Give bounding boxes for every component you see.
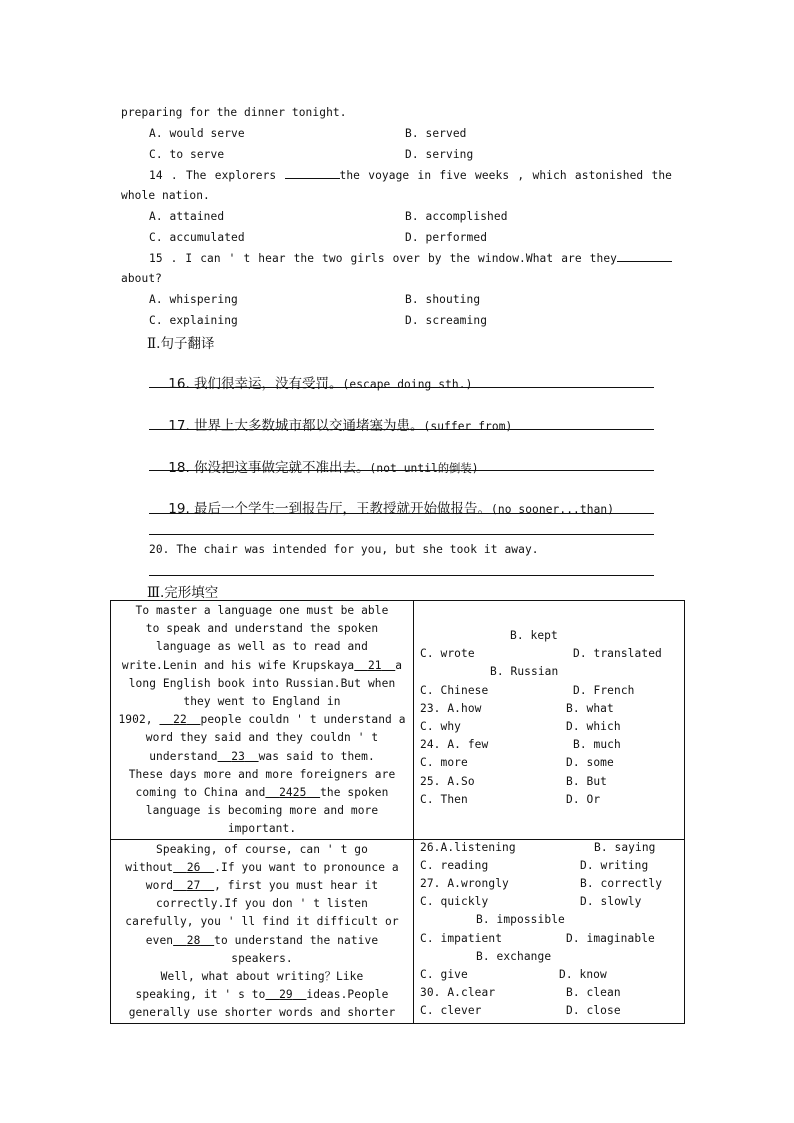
text-fragment: coming to China and	[135, 786, 266, 800]
options-cell-2	[414, 839, 685, 1023]
blank-28-number: 28	[186, 933, 201, 947]
blank-21	[354, 659, 395, 672]
answer-line-18[interactable]	[149, 470, 654, 471]
option-14d: D. performed	[405, 231, 488, 244]
option-row	[420, 968, 678, 986]
text-fragment: ideas.People	[306, 988, 389, 1002]
passage-1-line	[115, 657, 409, 675]
passage-1-line: to speak and understand the spoken	[145, 622, 379, 636]
blank-27	[173, 879, 214, 892]
passage-2-line: generally use shorter words and shorter	[128, 1006, 396, 1020]
question-15-text: 15 . I can ' t hear the two girls over by the window.What are they	[149, 252, 617, 265]
blank-26	[173, 861, 214, 874]
option-15d: D. screaming	[405, 314, 488, 327]
answer-line-19a[interactable]	[149, 513, 654, 514]
option-row	[420, 647, 678, 665]
option-15a: A. whispering	[149, 293, 238, 306]
options-1	[414, 601, 684, 811]
passage-1-line: long English book into Russian.But when	[128, 676, 396, 690]
item-16-chinese: 16. 我们很幸运，没有受罚。	[168, 376, 343, 392]
blank-2425	[265, 786, 320, 799]
text-fragment: speaking, it ' s to	[135, 988, 266, 1002]
option-23d: D. which	[566, 719, 621, 733]
option-24b: B. much	[573, 738, 621, 752]
option-27b: B. correctly	[580, 877, 663, 891]
passage-2-line: correctly.If you don ' t listen	[156, 897, 368, 911]
blank-29-number: 29	[279, 988, 293, 1002]
answer-line-16[interactable]	[149, 387, 654, 388]
blank-21-number: 21	[367, 658, 382, 672]
blank-26-number: 26	[186, 860, 201, 874]
question-15-line2: about?	[121, 272, 163, 285]
option-27a: 27. A.wrongly	[420, 877, 509, 891]
option-25c: C. Then	[420, 792, 468, 806]
passage-1-line: language as well as to read and	[156, 640, 368, 654]
option-row	[420, 775, 678, 793]
option-26c: C. reading	[420, 858, 489, 872]
text-fragment: a	[395, 658, 403, 672]
option-25a: 25. A.So	[420, 774, 475, 788]
text-fragment: , first you must hear it	[214, 879, 379, 893]
blank-29	[265, 988, 306, 1001]
question-14	[149, 168, 672, 182]
option-23a: 23. A.how	[420, 701, 482, 715]
question-15	[149, 251, 672, 265]
option-row	[420, 859, 678, 877]
passage-1-line	[115, 784, 409, 802]
option-23c: C. why	[420, 719, 462, 733]
translation-item-19	[149, 478, 614, 517]
option-29c: C. give	[420, 967, 468, 981]
option-row	[420, 684, 678, 702]
option-21b: B. kept	[510, 629, 558, 642]
blank-22-number: 22	[173, 713, 187, 727]
passage-2-line: Well, what about writing？Like	[160, 970, 364, 984]
text-fragment: understand	[149, 749, 218, 763]
option-13a: A. would serve	[149, 127, 245, 140]
passage-1-line: To master a language one must be able	[135, 604, 389, 617]
translation-item-20: 20. The chair was intended for you, but she took it away.	[149, 543, 539, 556]
option-24c: C. more	[420, 756, 468, 770]
blank-2425-number: 2425	[279, 786, 307, 800]
passage-2-line	[115, 859, 409, 877]
cloze-table	[110, 600, 685, 1024]
passage-1-line: These days more and more foreigners are	[128, 767, 396, 781]
cloze-row-1	[111, 601, 685, 840]
item-18-hint: (not until的倒装)	[369, 462, 479, 475]
option-14b: B. accomplished	[405, 210, 508, 223]
option-23b: B. what	[566, 701, 614, 715]
option-14c: C. accumulated	[149, 231, 245, 244]
option-row	[420, 950, 678, 968]
blank-23	[218, 750, 259, 763]
option-14a: A. attained	[149, 210, 225, 223]
option-22b: B. Russian	[490, 665, 559, 679]
option-26d: D. writing	[580, 858, 649, 872]
option-27c: C. quickly	[420, 895, 489, 909]
option-22d: D. French	[573, 683, 635, 697]
option-row	[420, 720, 678, 738]
option-28c: C. impatient	[420, 931, 503, 945]
passage-1-line: word they said and they couldn ' t	[145, 731, 379, 745]
passage-2-line: carefully, you ' ll find it difficult or	[125, 915, 399, 929]
option-30d: D. close	[566, 1004, 621, 1018]
answer-line-19b[interactable]	[149, 534, 654, 535]
blank-27-number: 27	[186, 879, 201, 893]
option-28b: B. impossible	[476, 913, 565, 927]
text-fragment: .If you want to pronounce a	[214, 860, 399, 874]
answer-line-17[interactable]	[149, 429, 654, 430]
text-fragment: people couldn ' t understand a	[200, 713, 406, 727]
item-17-hint: (suffer from)	[423, 420, 513, 433]
options-2	[414, 840, 684, 1023]
option-24a: 24. A. few	[420, 738, 489, 752]
section-2-title: Ⅱ.句子翻译	[147, 336, 215, 352]
option-row	[420, 665, 678, 683]
item-16-hint: (escape doing sth.)	[342, 378, 473, 391]
item-19-hint: (no sooner...than)	[491, 503, 615, 516]
option-28d: D. imaginable	[566, 931, 655, 945]
question-14-post: the voyage in five weeks , which astonished the	[339, 169, 672, 182]
cloze-row-2	[111, 839, 685, 1023]
option-row	[420, 913, 678, 931]
item-18-chinese: 18. 你没把这事做完就不准出去。	[168, 460, 370, 476]
question-13-tail: preparing for the dinner tonight.	[121, 106, 347, 119]
option-15c: C. explaining	[149, 314, 238, 327]
option-30c: C. clever	[420, 1004, 482, 1018]
option-29d: D. know	[559, 967, 607, 981]
passage-1-line	[115, 711, 409, 729]
option-21c: C. wrote	[420, 647, 475, 661]
passage-cell-2	[111, 839, 414, 1023]
passage-1-line	[115, 748, 409, 766]
question-14-line2: whole nation.	[121, 189, 210, 202]
text-fragment: to understand the native	[214, 933, 379, 947]
option-13c: C. to serve	[149, 148, 225, 161]
option-25b: B. But	[566, 774, 608, 788]
option-29b: B. exchange	[476, 949, 552, 963]
option-row	[420, 738, 678, 756]
option-row	[420, 1004, 678, 1022]
passage-cell-1	[111, 601, 414, 840]
question-14-pre: 14 . The explorers	[149, 169, 277, 182]
option-row	[420, 932, 678, 950]
options-cell-1	[414, 601, 685, 840]
blank-28	[173, 934, 214, 947]
passage-2-line: speakers.	[231, 951, 293, 965]
answer-line-20[interactable]	[149, 575, 654, 576]
section-3-title: Ⅲ.完形填空	[147, 585, 219, 601]
passage-1	[111, 601, 413, 839]
text-fragment: word	[145, 879, 174, 893]
text-fragment: 1902,	[118, 713, 153, 727]
option-13d: D. serving	[405, 148, 474, 161]
option-22c: C. Chinese	[420, 683, 489, 697]
passage-1-line: they went to England in	[183, 695, 341, 709]
option-25d: D. Or	[566, 792, 601, 806]
option-row	[420, 841, 678, 859]
passage-1-line: language is becoming more and more	[145, 804, 379, 818]
option-row	[420, 629, 678, 647]
passage-2-line: Speaking, of course, can ' t go	[156, 842, 368, 856]
passage-2-line	[115, 877, 409, 895]
passage-1-line: important.	[227, 822, 297, 836]
option-26a: 26.A.listening	[420, 840, 516, 854]
option-30b: B. clean	[566, 986, 621, 1000]
blank-22	[159, 713, 200, 726]
passage-2-line	[115, 986, 409, 1004]
answer-blank-14	[285, 168, 340, 179]
text-fragment: without	[125, 860, 174, 874]
option-21d: D. translated	[573, 647, 662, 661]
option-13b: B. served	[405, 127, 467, 140]
option-row	[420, 702, 678, 720]
blank-23-number: 23	[231, 749, 245, 763]
passage-2	[111, 840, 413, 1023]
option-26b: B. saying	[594, 840, 656, 854]
option-15b: B. shouting	[405, 293, 481, 306]
option-row	[420, 986, 678, 1004]
option-row	[420, 877, 678, 895]
text-fragment: write.Lenin and his wife Krupskaya	[121, 658, 355, 672]
text-fragment: even	[145, 933, 174, 947]
answer-blank-15	[617, 251, 672, 262]
option-row	[420, 793, 678, 811]
text-fragment: was said to them.	[258, 749, 375, 763]
option-row	[420, 756, 678, 774]
option-27d: D. slowly	[580, 895, 642, 909]
item-19-chinese: 19. 最后一个学生一到报告厅，王教授就开始做报告。	[168, 501, 492, 517]
text-fragment: the spoken	[320, 786, 389, 800]
item-17-chinese: 17. 世界上大多数城市都以交通堵塞为患。	[168, 418, 424, 434]
option-30a: 30. A.clear	[420, 986, 496, 1000]
option-row	[420, 895, 678, 913]
option-24d: D. some	[566, 756, 614, 770]
passage-2-line	[115, 932, 409, 950]
